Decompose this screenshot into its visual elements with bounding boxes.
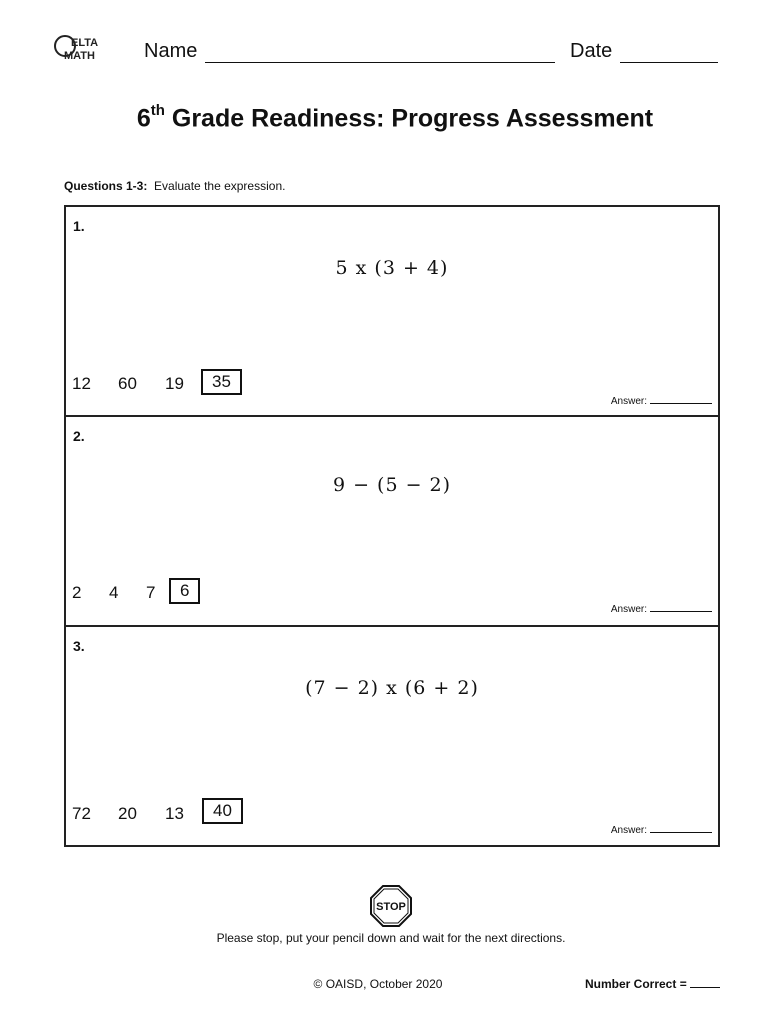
name-field-line[interactable]: [205, 62, 555, 63]
stop-sign-text: STOP: [376, 901, 406, 913]
question-number: 2.: [73, 428, 85, 444]
choice-option[interactable]: 2: [72, 583, 82, 602]
answer-field[interactable]: [611, 604, 712, 615]
expression: 5 x (3 + 4): [335, 257, 449, 279]
choice-option[interactable]: 12: [72, 374, 91, 393]
stop-sign-icon: [370, 885, 412, 927]
stop-instruction: Please stop, put your pencil down and wait for the next directions.: [216, 931, 566, 945]
selected-choice[interactable]: 6: [169, 578, 200, 604]
question-box-1: [64, 205, 720, 417]
choice-option[interactable]: 20: [118, 804, 137, 823]
date-field-line[interactable]: [620, 62, 718, 63]
answer-label: Answer:: [610, 396, 647, 407]
title-grade: 6: [136, 104, 151, 133]
answer-field[interactable]: [611, 396, 712, 407]
number-correct: [585, 977, 720, 991]
question-box-2: [64, 415, 720, 627]
answer-label: Answer:: [610, 825, 647, 836]
instructions-text: Evaluate the expression.: [154, 179, 286, 193]
name-label: Name: [144, 40, 198, 62]
question-number: 1.: [73, 218, 85, 234]
answer-label: Answer:: [610, 604, 647, 615]
number-correct-line[interactable]: [690, 987, 720, 988]
selected-choice[interactable]: 40: [202, 798, 243, 824]
instructions: [64, 179, 285, 193]
logo-text-top: ELTA: [71, 37, 99, 49]
delta-math-logo: [54, 30, 110, 66]
choice-option[interactable]: 4: [109, 583, 119, 602]
choice-option[interactable]: 72: [72, 804, 91, 823]
question-box-3: [64, 625, 720, 847]
question-number: 3.: [73, 638, 85, 654]
number-correct-label: Number Correct =: [585, 977, 687, 991]
choice-option[interactable]: 60: [118, 374, 137, 393]
expression: 9 − (5 − 2): [332, 474, 452, 496]
instructions-label: Questions 1-3:: [64, 179, 148, 193]
logo-text-bottom: MATH: [64, 50, 95, 62]
title-rest: Grade Readiness: Progress Assessment: [164, 104, 654, 133]
selected-choice[interactable]: 35: [201, 369, 242, 395]
answer-field[interactable]: [611, 825, 712, 836]
choice-option[interactable]: 19: [165, 374, 184, 393]
choice-option[interactable]: 7: [146, 583, 156, 602]
page-title: [0, 104, 770, 133]
copyright: © OAISD, October 2020: [313, 977, 443, 991]
date-label: Date: [570, 40, 613, 62]
title-ordinal: th: [150, 102, 165, 119]
choice-option[interactable]: 13: [165, 804, 184, 823]
expression: (7 − 2) x (6 + 2): [305, 677, 479, 699]
